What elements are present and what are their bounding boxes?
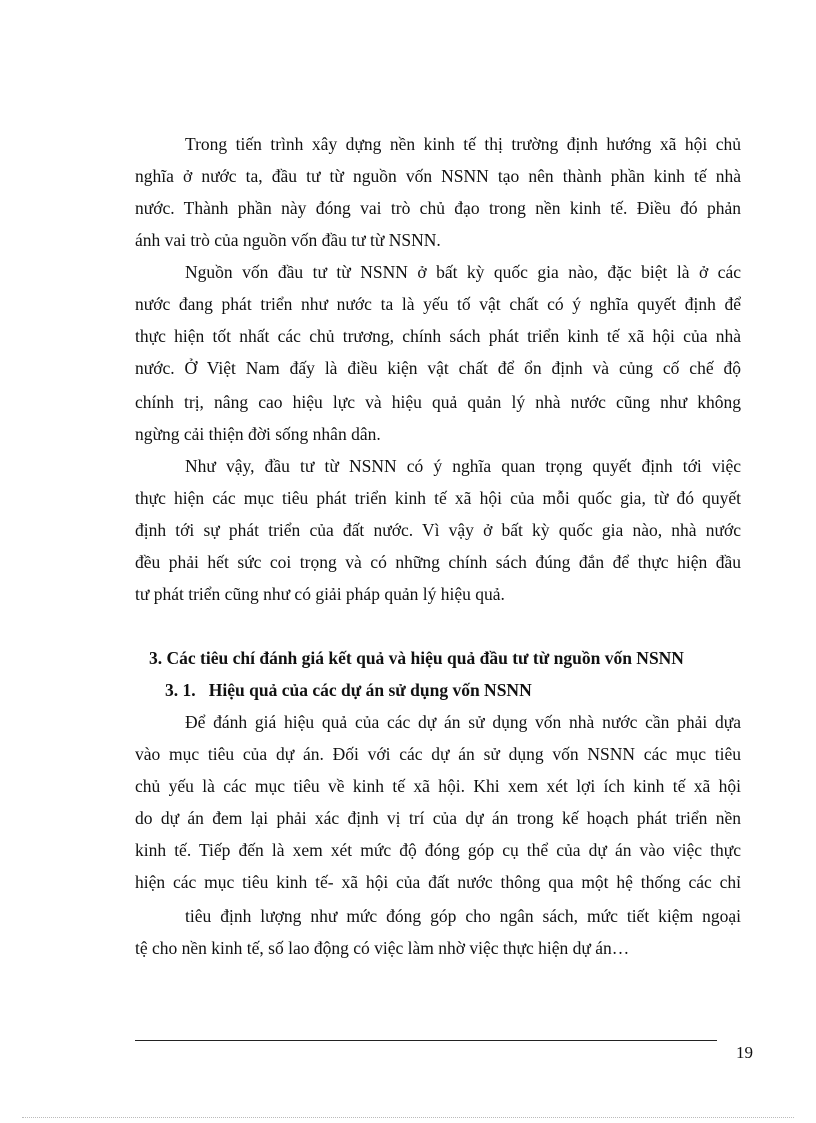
page-number: 19 <box>736 1043 753 1062</box>
paragraph-line: ngừng cải thiện đời sống nhân dân. <box>135 424 381 444</box>
paragraph-line: do dự án đem lại phải xác định vị trí của dự án trong kế hoạch phát triển nền <box>135 808 741 828</box>
paragraph-line: Trong tiến trình xây dựng nền kinh tế thị trường định hướng xã hội chủ <box>185 134 741 154</box>
paragraph-line: định tới sự phát triển của đất nước. Vì vậy ở bất kỳ quốc gia nào, nhà nước <box>135 520 741 540</box>
subsection-heading: 3. 1. Hiệu quả của các dự án sử dụng vốn NSNN <box>165 680 532 700</box>
paragraph-line: tệ cho nền kinh tế, số lao động có việc làm nhờ việc thực hiện dự án… <box>135 938 630 958</box>
paragraph-line: ánh vai trò của nguồn vốn đầu tư từ NSNN. <box>135 230 441 250</box>
paragraph-line: thực hiện tốt nhất các chủ trương, chính sách phát triển kinh tế xã hội của nhà <box>135 326 741 346</box>
footer-rule <box>135 1040 717 1041</box>
paragraph-line: nước đang phát triển như nước ta là yếu tố vật chất có ý nghĩa quyết định để <box>135 294 741 314</box>
paragraph-line: tư phát triển cũng như có giải pháp quản lý hiệu quả. <box>135 584 505 604</box>
paragraph-line: chính trị, nâng cao hiệu lực và hiệu quả quản lý nhà nước cũng như không <box>135 392 741 412</box>
paragraph-line: kinh tế. Tiếp đến là xem xét mức độ đóng góp cụ thể của dự án vào việc thực <box>135 840 741 860</box>
section-heading: 3. Các tiêu chí đánh giá kết quả và hiệu quả đầu tư từ nguồn vốn NSNN <box>149 648 684 668</box>
paragraph-line: Để đánh giá hiệu quả của các dự án sử dụng vốn nhà nước cần phải dựa <box>185 712 741 732</box>
paragraph-line: nước. Thành phần này đóng vai trò chủ đạo trong nền kinh tế. Điều đó phản <box>135 198 741 218</box>
paragraph-line: thực hiện các mục tiêu phát triển kinh tế xã hội của mỗi quốc gia, từ đó quyết <box>135 488 741 508</box>
paragraph-line: nghĩa ở nước ta, đầu tư từ nguồn vốn NSNN tạo nên thành phần kinh tế nhà <box>135 166 741 186</box>
paragraph-line: tiêu định lượng như mức đóng góp cho ngân sách, mức tiết kiệm ngoại <box>185 906 741 926</box>
paragraph-line: hiện các mục tiêu kinh tế- xã hội của đất nước thông qua một hệ thống các chỉ <box>135 872 741 892</box>
paragraph-line: Nguồn vốn đầu tư từ NSNN ở bất kỳ quốc gia nào, đặc biệt là ở các <box>185 262 741 282</box>
paragraph-line: nước. Ở Việt Nam đấy là điều kiện vật chất để ổn định và củng cố chế độ <box>135 358 741 378</box>
paragraph-line: chủ yếu là các mục tiêu về kinh tế xã hội. Khi xem xét lợi ích kinh tế xã hội <box>135 776 741 796</box>
paragraph-line: đều phải hết sức coi trọng và có những chính sách đúng đắn để thực hiện đầu <box>135 552 741 572</box>
page-bottom-border <box>22 1117 794 1118</box>
paragraph-line: Như vậy, đầu tư từ NSNN có ý nghĩa quan trọng quyết định tới việc <box>185 456 741 476</box>
paragraph-line: vào mục tiêu của dự án. Đối với các dự án sử dụng vốn NSNN các mục tiêu <box>135 744 741 764</box>
